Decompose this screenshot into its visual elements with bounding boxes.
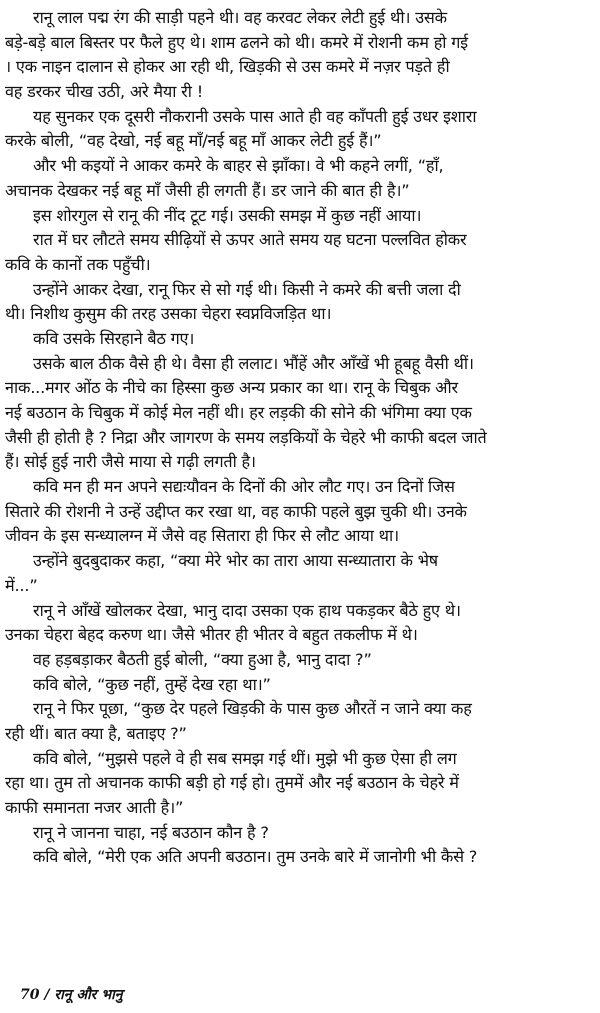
text-line: नाक...मगर ओंठ के नीचे का हिस्सा कुछ अन्य प्रकार का था। रानू के चिबुक और [5, 378, 458, 398]
text-line: और भी कइयों ने आकर कमरे के बाहर से झाँका। वे भी कहने लगीं, “हाँ, [33, 156, 444, 176]
text-line: अचानक देखकर नई बहू माँ जैसी ही लगती हैं। डर जाने की बात ही है।” [5, 180, 410, 200]
text-line: नई बउठान के चिबुक में कोई मेल नहीं थी। हर लड़की की सोने की भंगिमा क्या एक [5, 403, 472, 422]
text-line: थी। निशीथ कुसुम की तरह उसका चेहरा स्वप्नविजड़ित था। [5, 304, 332, 324]
text-line: बड़े-बड़े बाल बिस्तर पर फैले हुए थे। शाम ढलने को थी। कमरे में रोशनी कम हो गई [5, 32, 468, 52]
text-line: में...” [5, 575, 38, 595]
text-line: वह हड़बड़ाकर बैठती हुई बोली, “क्या हुआ है, भानु दादा ?” [33, 649, 372, 669]
text-line: कवि बोले, “मुझसे पहले वे ही सब समझ गई थीं। मुझे भी कुछ ऐसा ही लग [33, 748, 457, 768]
text-line: रानू ने जानना चाहा, नई बउठान कौन है ? [33, 822, 269, 842]
text-line: उन्होंने बुदबुदाकर कहा, “क्या मेरे भोर का तारा आया सन्ध्यातारा के भेष [33, 551, 438, 571]
text-line: कवि बोले, “मेरी एक अति अपनी बउठान। तुम उनके बारे में जानोगी भी कैसे ? [33, 847, 478, 867]
text-line: कवि मन ही मन अपने सद्यःयौवन के दिनों की ओर लौट गए। उन दिनों जिस [33, 477, 455, 497]
footer-separator: / [39, 987, 55, 1003]
text-line: सितारे की रोशनी ने उन्हें उद्दीप्त कर रखा था, वह काफी पहले बुझ चुकी थी। उनके [5, 501, 467, 521]
text-line: । एक नाइन दालान से होकर आ रही थी, खिड़की से उस कमरे में नज़र पड़ते ही [5, 57, 450, 77]
page-footer [20, 985, 123, 1004]
text-line: इस शोरगुल से रानू की नींद टूट गई। उसकी समझ में कुछ नहीं आया। [33, 205, 422, 225]
text-line: करके बोली, “वह देखो, नई बहू माँ/नई बहू माँ आकर लेटी हुई हैं।” [5, 131, 382, 151]
text-line: वह डरकर चीख उठी, अरे मैया री ! [5, 82, 204, 102]
page-body-text [5, 6, 590, 870]
text-line: रानू ने आँखें खोलकर देखा, भानु दादा उसका एक हाथ पकड़कर बैठे हुए थे। [33, 600, 461, 620]
text-line: काफी समानता नजर आती है।” [5, 798, 184, 817]
text-line: कवि उसके सिरहाने बैठ गए। [33, 328, 195, 348]
text-line: रही थीं। बात क्या है, बताइए ?” [5, 723, 187, 743]
text-line: उनका चेहरा बेहद करुण था। जैसे भीतर ही भीतर वे बहुत तकलीफ में थे। [5, 625, 418, 645]
text-line: यह सुनकर एक दूसरी नौकरानी उसके पास आते ही वह काँपती हुई उधर इशारा [33, 106, 477, 126]
text-line: हैं। सोई हुई नारी जैसे माया से गढ़ी लगती है। [5, 452, 256, 472]
text-line: रात में घर लौटते समय सीढ़ियों से ऊपर आते समय यह घटना पल्लवित होकर [33, 230, 467, 250]
text-line: रानू ने फिर पूछा, “कुछ देर पहले खिड़की के पास कुछ औरतें न जाने क्या कह [33, 699, 472, 719]
text-line: कवि के कानों तक पहुँची। [5, 254, 151, 274]
text-line: रहा था। तुम तो अचानक काफी बड़ी हो गई हो। तुममें और नई बउठान के चेहरे में [5, 773, 459, 793]
page-number: 70 [20, 987, 40, 1003]
text-line: रानू लाल पद्म रंग की साड़ी पहने थी। वह करवट लेकर लेटी हुई थी। उसके [33, 8, 447, 27]
text-line: उसके बाल ठीक वैसे ही थे। वैसा ही ललाट। भौंहें और आँखें भी हूबहू वैसी थीं। [33, 353, 474, 373]
text-line: जैसी ही होती है ? निद्रा और जागरण के समय लड़कियों के चेहरे भी काफी बदल जाते [5, 427, 487, 447]
text-line: उन्होंने आकर देखा, रानू फिर से सो गई थी। किसी ने कमरे की बत्ती जला दी [33, 279, 461, 299]
text-line: जीवन के इस सन्ध्यालग्न में जैसे वह सितारा ही फिर से लौट आया था। [5, 526, 399, 546]
text-line: कवि बोले, “कुछ नहीं, तुम्हें देख रहा था।” [33, 674, 271, 694]
running-title: रानू और भानु [54, 987, 123, 1003]
